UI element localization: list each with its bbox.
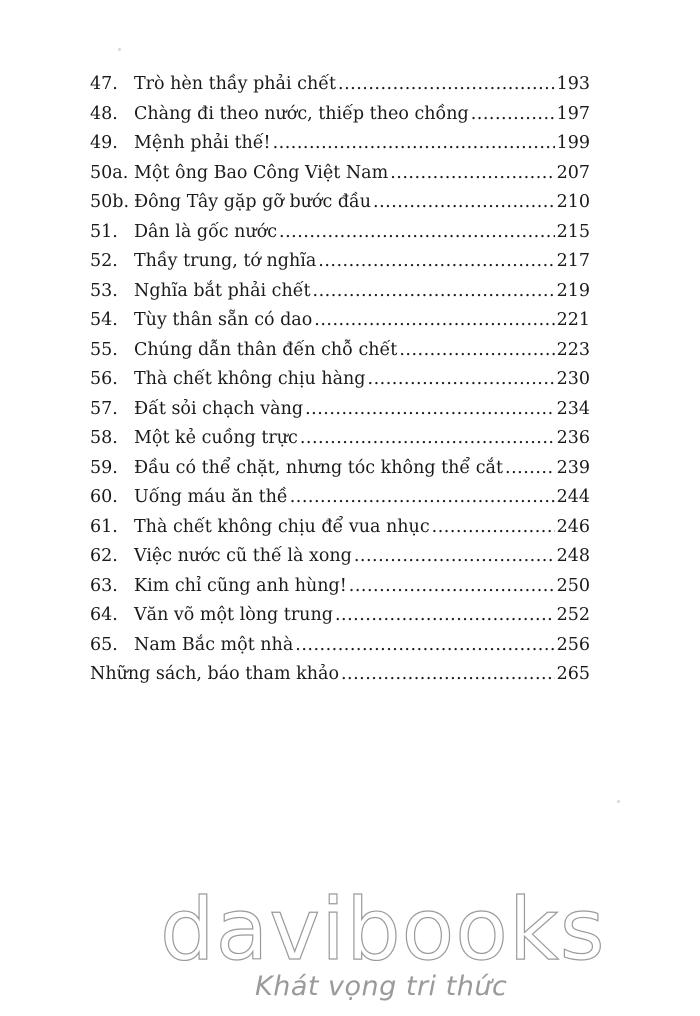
toc-entry-title: Việc nước cũ thế là xong	[134, 546, 352, 566]
toc-entry-51	[90, 218, 590, 248]
dot-leader	[279, 218, 555, 248]
toc-entry-page: 252	[556, 605, 590, 625]
dot-leader	[273, 129, 555, 159]
toc-entry-title: Tùy thân sẵn có dao	[134, 310, 313, 330]
toc-entry-number: 60.	[90, 487, 118, 507]
toc-entry-title: Một kẻ cuồng trực	[134, 428, 298, 448]
toc-entry-page: 256	[556, 634, 590, 655]
toc-entry-50a	[90, 159, 590, 189]
dot-leader	[399, 336, 554, 366]
toc-entry-page: 193	[556, 74, 590, 94]
toc-entry-62	[90, 542, 590, 572]
toc-entry-53	[90, 277, 590, 307]
toc-entry-number: 59.	[90, 457, 118, 478]
toc-entry-page: 210	[556, 192, 590, 212]
paper-speck	[118, 48, 121, 51]
dot-leader	[505, 454, 555, 484]
logo-tagline: Khát vọng tri thức	[255, 971, 508, 1002]
dot-leader	[432, 513, 555, 543]
toc-entry-title: Uống máu ăn thề	[134, 487, 288, 507]
toc-entry-page: 265	[556, 664, 590, 684]
toc-entry-title: Trò hèn thầy phải chết	[134, 74, 337, 94]
toc-entry-title: Một ông Bao Công Việt Nam	[134, 162, 389, 183]
dot-leader	[314, 306, 554, 336]
toc-entry-title: Nghĩa bắt phải chết	[134, 280, 311, 301]
toc-entry-page: 246	[556, 516, 590, 537]
toc-entry-page: 234	[556, 398, 590, 419]
dot-leader	[335, 601, 555, 631]
toc-entry-55	[90, 336, 590, 366]
toc-entry-title: Những sách, báo tham khảo	[90, 664, 339, 684]
toc-entry-page: 250	[556, 575, 590, 596]
toc-entry-56	[90, 365, 590, 395]
toc-entry-number: 53.	[90, 280, 118, 301]
toc-entry-title: Đông Tây gặp gỡ bước đầu	[134, 192, 372, 212]
toc-entry-page: 244	[556, 487, 590, 507]
toc-entry-number: 55.	[90, 339, 118, 360]
toc-entry-number: 62.	[90, 546, 118, 566]
dot-leader	[290, 483, 555, 513]
toc-entry-title: Đất sỏi chạch vàng	[134, 398, 304, 419]
toc-entry-number: 58.	[90, 428, 118, 448]
toc-entry-page: 239	[556, 457, 590, 478]
dot-leader	[349, 572, 555, 602]
toc-entry-50b	[90, 188, 590, 218]
toc-entry-page: 215	[556, 221, 590, 242]
logo-wordmark: davibooks	[160, 880, 606, 980]
toc-entry-title: Mệnh phải thế!	[134, 133, 271, 153]
toc-entry-page: 207	[556, 162, 590, 183]
toc-entry-number: 56.	[90, 369, 118, 389]
dot-leader	[368, 365, 555, 395]
toc-entry-60	[90, 483, 590, 513]
toc-entry-page: 219	[556, 280, 590, 301]
toc-entry-page: 217	[556, 251, 590, 271]
toc-entry-references	[90, 660, 590, 690]
toc-entry-page: 197	[556, 103, 590, 124]
toc-entry-title: Thà chết không chịu hàng	[134, 369, 366, 389]
dot-leader	[390, 159, 554, 189]
toc-entry-page: 223	[556, 339, 590, 360]
toc-entry-61	[90, 513, 590, 543]
toc-entry-title: Chúng dẫn thân đến chỗ chết	[134, 339, 398, 360]
toc-entry-57	[90, 395, 590, 425]
toc-entry-47	[90, 70, 590, 100]
dot-leader	[318, 247, 554, 277]
dot-leader	[341, 660, 555, 690]
toc-entry-58	[90, 424, 590, 454]
dot-leader	[313, 277, 555, 307]
toc-entry-number: 64.	[90, 605, 118, 625]
toc-entry-title: Văn võ một lòng trung	[134, 605, 333, 625]
toc-entry-title: Dân là gốc nước	[134, 221, 278, 242]
toc-entry-title: Kim chỉ cũng anh hùng!	[134, 575, 347, 596]
toc-entry-number: 47.	[90, 74, 118, 94]
toc-entry-number: 63.	[90, 575, 118, 596]
toc-entry-title: Nam Bắc một nhà	[134, 634, 294, 655]
toc-entry-title: Đầu có thể chặt, nhưng tóc không thể cắt	[134, 457, 504, 478]
dot-leader	[373, 188, 555, 218]
dot-leader	[354, 542, 555, 572]
toc-entry-49	[90, 129, 590, 159]
toc-entry-title: Chàng đi theo nước, thiếp theo chồng	[134, 103, 469, 124]
dot-leader	[305, 395, 555, 425]
dot-leader	[295, 631, 554, 661]
toc-entry-64	[90, 601, 590, 631]
toc-entry-number: 65.	[90, 634, 118, 655]
dot-leader	[471, 100, 555, 130]
toc-entry-number: 49.	[90, 133, 118, 153]
toc-entry-48	[90, 100, 590, 130]
toc-entry-page: 230	[556, 369, 590, 389]
toc-entry-page: 221	[556, 310, 590, 330]
toc-entry-number: 57.	[90, 398, 118, 419]
toc-entry-number: 50a.	[90, 162, 129, 183]
dot-leader	[338, 70, 555, 100]
dot-leader	[300, 424, 555, 454]
toc-entry-63	[90, 572, 590, 602]
toc-entry-number: 52.	[90, 251, 118, 271]
toc-entry-54	[90, 306, 590, 336]
toc-entry-52	[90, 247, 590, 277]
toc-entry-number: 48.	[90, 103, 118, 124]
toc-entry-number: 54.	[90, 310, 118, 330]
toc-entry-title: Thà chết không chịu để vua nhục	[134, 516, 430, 537]
toc-entry-page: 248	[556, 546, 590, 566]
toc-entry-number: 50b.	[90, 192, 130, 212]
toc-entry-title: Thầy trung, tớ nghĩa	[134, 251, 317, 271]
publisher-logo	[160, 880, 606, 1005]
toc-entry-59	[90, 454, 590, 484]
toc-entry-65	[90, 631, 590, 661]
paper-speck	[617, 800, 620, 803]
toc-entry-number: 51.	[90, 221, 118, 242]
toc-entry-page: 236	[556, 428, 590, 448]
toc-entry-page: 199	[556, 133, 590, 153]
table-of-contents	[90, 70, 590, 690]
toc-entry-number: 61.	[90, 516, 118, 537]
